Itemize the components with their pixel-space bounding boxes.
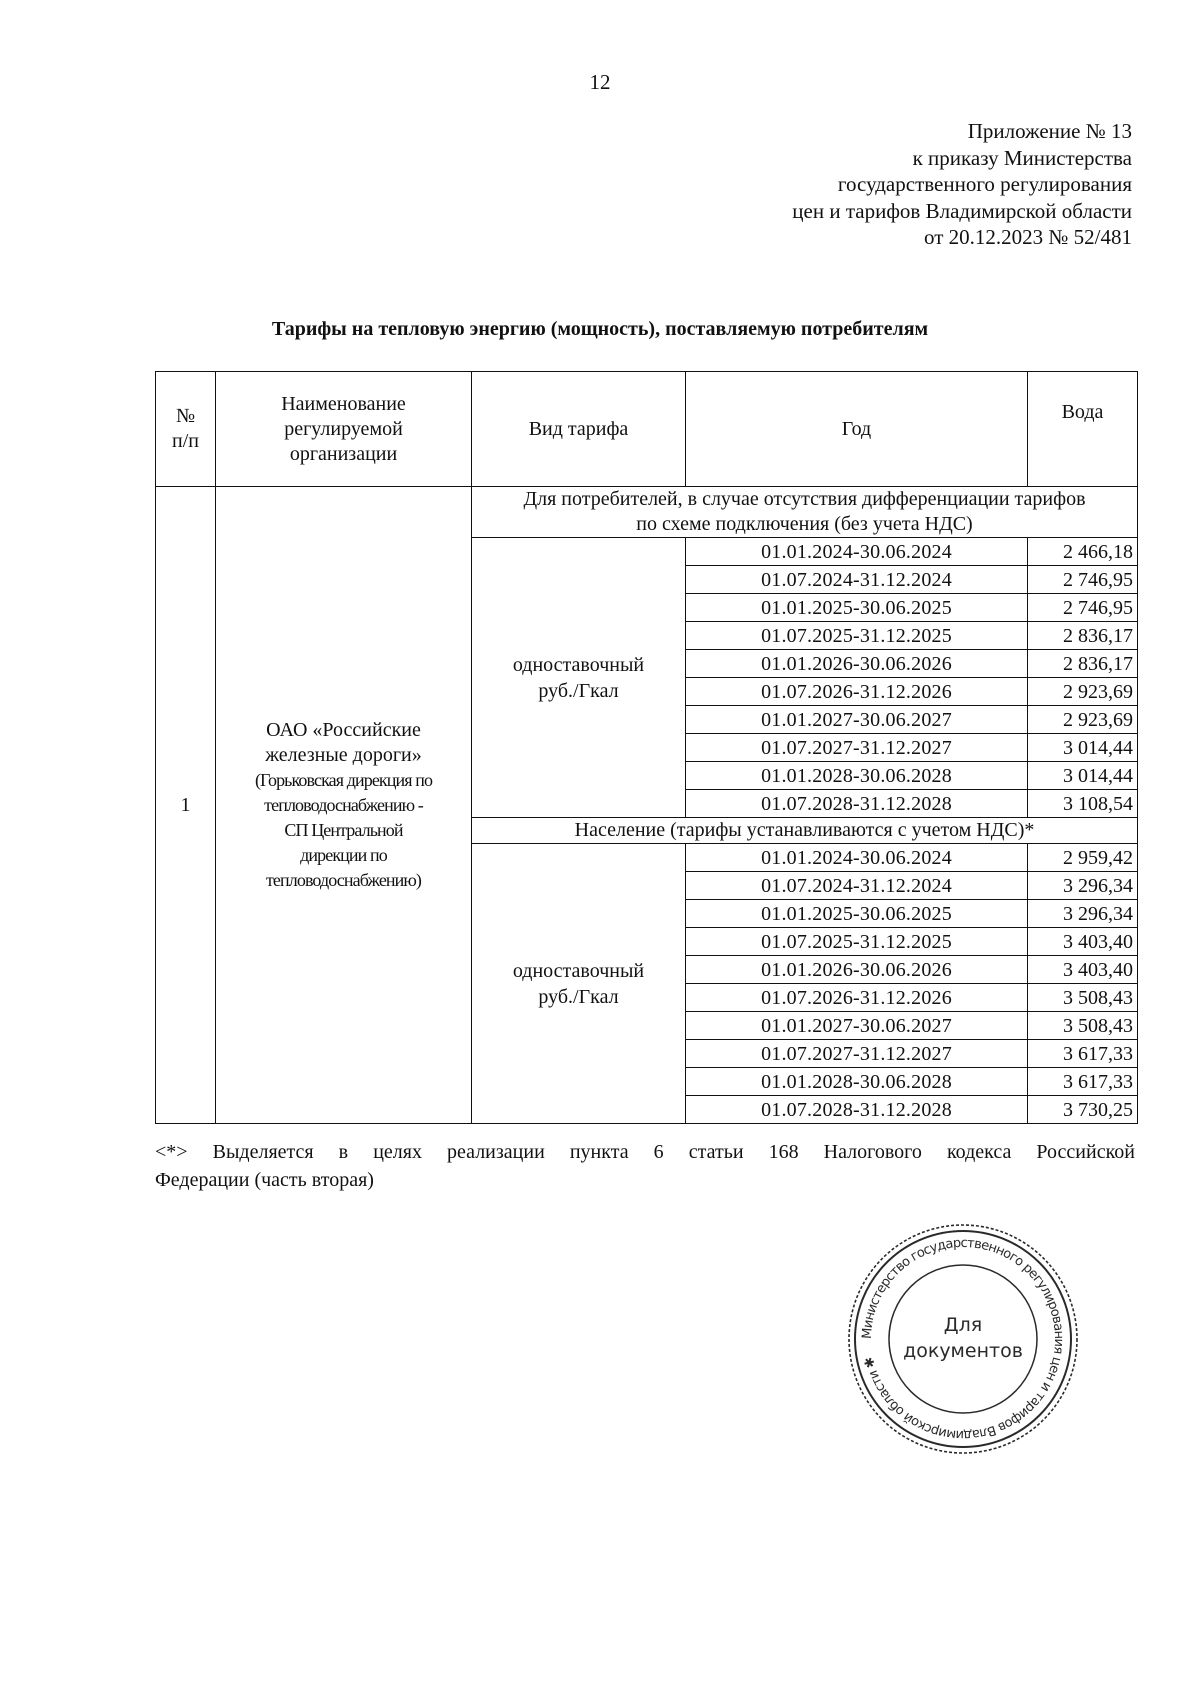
organization-sub-line: тепловодоснабжению)	[265, 869, 422, 890]
stamp-inner-ring	[889, 1265, 1037, 1413]
period-cell: 01.01.2026-30.06.2026	[686, 956, 1028, 984]
period-cell: 01.07.2026-31.12.2026	[686, 984, 1028, 1012]
header-org-line: регулируемой	[284, 417, 403, 440]
tariff-value-cell: 2 923,69	[1028, 678, 1138, 706]
period-cell: 01.07.2024-31.12.2024	[686, 872, 1028, 900]
row-number-cell: 1	[156, 487, 216, 1124]
stamp-ring	[855, 1231, 1071, 1447]
group-caption-row	[156, 487, 1138, 538]
footnote	[155, 1138, 1135, 1194]
organization-sub-line: тепловодоснабжению -	[264, 794, 423, 815]
appendix-block	[792, 118, 1132, 251]
period-cell: 01.07.2028-31.12.2028	[686, 790, 1028, 818]
group-caption	[472, 487, 1138, 538]
footnote-line: Федерации (часть вторая)	[155, 1169, 374, 1191]
header-org-line: Наименование	[281, 392, 406, 415]
period-cell: 01.01.2027-30.06.2027	[686, 1012, 1028, 1040]
period-cell: 01.01.2024-30.06.2024	[686, 844, 1028, 872]
tariff-value-cell: 3 508,43	[1028, 1012, 1138, 1040]
group-caption-line: Для потребителей, в случае отсутствия дифференциации тарифов	[523, 488, 1086, 510]
organization-cell	[216, 487, 472, 1124]
organization-sub-line: СП Центральной	[284, 819, 403, 840]
period-cell: 01.07.2025-31.12.2025	[686, 622, 1028, 650]
tariff-value-cell: 3 617,33	[1028, 1068, 1138, 1096]
tariff-value-cell: 3 403,40	[1028, 956, 1138, 984]
tariff-value-cell: 3 617,33	[1028, 1040, 1138, 1068]
organization-sub-line: (Горьковская дирекция по	[254, 769, 433, 790]
tariff-kind-cell	[472, 538, 686, 818]
period-cell: 01.07.2027-31.12.2027	[686, 734, 1028, 762]
appendix-line: цен и тарифов Владимирской области	[792, 198, 1132, 223]
tariff-kind-line: одноставочный	[512, 959, 645, 982]
tariff-value-cell: 2 836,17	[1028, 650, 1138, 678]
tariff-value-cell: 2 836,17	[1028, 622, 1138, 650]
period-cell: 01.07.2028-31.12.2028	[686, 1096, 1028, 1124]
tariff-value-cell: 2 959,42	[1028, 844, 1138, 872]
period-cell: 01.01.2024-30.06.2024	[686, 538, 1028, 566]
organization-line: ОАО «Российские	[266, 718, 421, 741]
appendix-line: от 20.12.2023 № 52/481	[923, 225, 1132, 249]
tariff-value-cell: 2 923,69	[1028, 706, 1138, 734]
appendix-line: государственного регулирования	[837, 172, 1132, 196]
header-organization	[216, 372, 472, 487]
tariff-kind-cell	[472, 844, 686, 1124]
header-no-line: п/п	[172, 430, 199, 452]
tariff-value-cell: 3 403,40	[1028, 928, 1138, 956]
tariff-table	[155, 371, 1138, 1124]
period-cell: 01.01.2025-30.06.2025	[686, 900, 1028, 928]
header-tariff-kind: Вид тарифа	[472, 372, 686, 487]
organization-sub-line: дирекции по	[300, 844, 387, 865]
organization-name	[216, 718, 471, 893]
tariff-value-cell: 2 466,18	[1028, 538, 1138, 566]
header-no	[156, 372, 216, 487]
period-cell: 01.01.2026-30.06.2026	[686, 650, 1028, 678]
page-number: 12	[589, 70, 611, 94]
group-caption-line: по схеме подключения (без учета НДС)	[636, 513, 973, 535]
tariff-value-cell: 2 746,95	[1028, 594, 1138, 622]
period-cell: 01.07.2026-31.12.2026	[686, 678, 1028, 706]
group-caption-line: Население (тарифы устанавливаются с учетом НДС)*	[574, 819, 1035, 841]
group-caption	[472, 818, 1138, 844]
tariff-value-cell: 3 296,34	[1028, 900, 1138, 928]
stamp-ring-text: Министерство государственного регулирования цен и тарифов Владимирской области ✱	[859, 1235, 1067, 1443]
tariff-value-cell: 3 730,25	[1028, 1096, 1138, 1124]
tariff-value-cell: 3 014,44	[1028, 734, 1138, 762]
organization-line: железные дороги»	[265, 743, 422, 766]
tariff-value-cell: 3 296,34	[1028, 872, 1138, 900]
stamp-outer-ring	[849, 1225, 1077, 1453]
period-cell: 01.01.2027-30.06.2027	[686, 706, 1028, 734]
period-cell: 01.07.2024-31.12.2024	[686, 566, 1028, 594]
appendix-line: Приложение № 13	[967, 119, 1132, 143]
header-water: Вода	[1028, 372, 1138, 487]
tariff-kind-line: руб./Гкал	[538, 985, 619, 1008]
tariff-value-cell: 2 746,95	[1028, 566, 1138, 594]
period-cell: 01.01.2028-30.06.2028	[686, 762, 1028, 790]
header-no-line: №	[175, 405, 196, 427]
period-cell: 01.07.2027-31.12.2027	[686, 1040, 1028, 1068]
document-title: Тарифы на тепловую энергию (мощность), поставляемую потребителям	[271, 318, 929, 340]
official-stamp	[843, 1219, 1083, 1459]
period-cell: 01.01.2028-30.06.2028	[686, 1068, 1028, 1096]
tariff-kind-line: одноставочный	[512, 653, 645, 676]
stamp-center-line: документов	[903, 1340, 1023, 1362]
period-cell: 01.07.2025-31.12.2025	[686, 928, 1028, 956]
appendix-line: к приказу Министерства	[912, 145, 1132, 170]
tariff-value-cell: 3 108,54	[1028, 790, 1138, 818]
tariff-kind-line: руб./Гкал	[538, 679, 619, 702]
table-header-row	[156, 372, 1138, 487]
header-year: Год	[686, 372, 1028, 487]
footnote-line: <*> Выделяется в целях реализации пункта 6 статьи 168 Налогового кодекса Российской	[155, 1141, 1135, 1163]
tariff-value-cell: 3 508,43	[1028, 984, 1138, 1012]
stamp-center-line: Для	[943, 1314, 983, 1336]
tariff-value-cell: 3 014,44	[1028, 762, 1138, 790]
period-cell: 01.01.2025-30.06.2025	[686, 594, 1028, 622]
header-org-line: организации	[289, 442, 398, 465]
